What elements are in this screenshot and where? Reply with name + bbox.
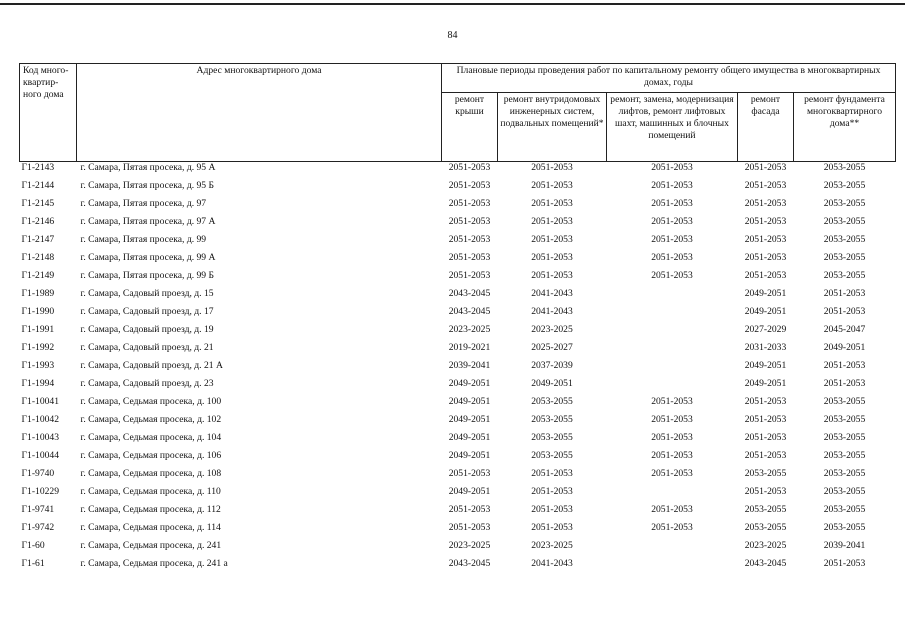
cell-roof: 2051-2053: [448, 270, 491, 281]
cell-roof: 2043-2045: [448, 558, 491, 569]
cell-roof: 2051-2053: [448, 468, 491, 479]
cell-facade: 2051-2053: [744, 414, 787, 425]
cell-engineering: 2051-2053: [531, 216, 573, 227]
cell-roof: 2051-2053: [448, 234, 491, 245]
cell-facade: 2031-2033: [744, 342, 787, 353]
cell-roof: 2043-2045: [448, 288, 491, 299]
cell-lifts: 2051-2053: [651, 216, 693, 227]
table-row: [20, 414, 896, 432]
cell-foundation: 2053-2055: [823, 270, 866, 281]
cell-lifts: [607, 306, 738, 324]
table-row: [20, 450, 896, 468]
page-number: 84: [447, 30, 458, 41]
cell-engineering: 2051-2053: [531, 486, 573, 497]
cell-foundation: 2045-2047: [823, 324, 866, 335]
table-row: [20, 342, 896, 360]
cell-roof: 2039-2041: [448, 360, 491, 371]
table-row: [20, 234, 896, 252]
cell-address: г. Самара, Седьмая просека, д. 100: [80, 396, 222, 407]
cell-facade: 2051-2053: [744, 450, 787, 461]
table-row: [20, 180, 896, 198]
cell-address: г. Самара, Садовый проезд, д. 23: [80, 378, 214, 389]
cell-address: г. Самара, Садовый проезд, д. 19: [80, 324, 214, 335]
cell-facade: 2053-2055: [744, 522, 787, 533]
header-code: Код много-квартир-ного дома: [20, 64, 77, 162]
header-periods: Плановые периоды проведения работ по капитальному ремонту общего имущества в многоквартирных домах, годы: [442, 64, 896, 93]
table-row: [20, 162, 896, 181]
cell-engineering: 2051-2053: [531, 270, 573, 281]
cell-foundation: 2051-2053: [823, 360, 866, 371]
cell-code: Г1-2148: [21, 252, 55, 263]
cell-lifts: 2051-2053: [651, 234, 693, 245]
cell-facade: 2051-2053: [744, 216, 787, 227]
cell-lifts: [607, 360, 738, 378]
cell-foundation: 2053-2055: [823, 468, 866, 479]
cell-facade: 2049-2051: [744, 306, 787, 317]
cell-roof: 2043-2045: [448, 306, 491, 317]
cell-facade: 2051-2053: [744, 252, 787, 263]
cell-foundation: 2051-2053: [823, 558, 866, 569]
cell-address: г. Самара, Пятая просека, д. 99: [80, 234, 207, 245]
cell-engineering: 2053-2055: [531, 432, 573, 443]
table-row: [20, 558, 896, 576]
cell-lifts: [607, 486, 738, 504]
cell-lifts: [607, 342, 738, 360]
cell-lifts: [607, 288, 738, 306]
cell-roof: 2049-2051: [448, 378, 491, 389]
cell-address: г. Самара, Седьмая просека, д. 108: [80, 468, 222, 479]
cell-roof: 2049-2051: [448, 432, 491, 443]
top-rule: [0, 3, 905, 5]
cell-engineering: 2053-2055: [531, 396, 573, 407]
cell-foundation: 2049-2051: [823, 342, 866, 353]
cell-lifts: 2051-2053: [651, 396, 693, 407]
cell-address: г. Самара, Пятая просека, д. 95 Б: [80, 180, 214, 191]
cell-engineering: 2037-2039: [531, 360, 573, 371]
cell-engineering: 2023-2025: [531, 324, 573, 335]
cell-foundation: 2051-2053: [823, 306, 866, 317]
cell-engineering: 2041-2043: [531, 288, 573, 299]
cell-address: г. Самара, Садовый проезд, д. 21 А: [80, 360, 223, 371]
cell-address: г. Самара, Пятая просека, д. 95 А: [80, 162, 216, 173]
cell-facade: 2051-2053: [744, 396, 787, 407]
table-row: [20, 378, 896, 396]
cell-address: г. Самара, Седьмая просека, д. 114: [80, 522, 221, 533]
cell-foundation: 2053-2055: [823, 486, 866, 497]
table-row: [20, 360, 896, 378]
cell-engineering: 2041-2043: [531, 306, 573, 317]
cell-lifts: 2051-2053: [651, 270, 693, 281]
cell-facade: 2051-2053: [744, 486, 787, 497]
cell-foundation: 2039-2041: [823, 540, 866, 551]
cell-code: Г1-1993: [21, 360, 55, 371]
cell-engineering: 2051-2053: [531, 504, 573, 515]
cell-engineering: 2051-2053: [531, 468, 573, 479]
cell-address: г. Самара, Садовый проезд, д. 17: [80, 306, 214, 317]
cell-code: Г1-1990: [21, 306, 55, 317]
cell-lifts: [607, 324, 738, 342]
cell-engineering: 2053-2055: [531, 450, 573, 461]
cell-facade: 2051-2053: [744, 432, 787, 443]
cell-lifts: 2051-2053: [651, 252, 693, 263]
cell-roof: 2051-2053: [448, 522, 491, 533]
cell-lifts: [607, 558, 738, 576]
cell-foundation: 2053-2055: [823, 234, 866, 245]
cell-lifts: 2051-2053: [651, 468, 693, 479]
cell-address: г. Самара, Седьмая просека, д. 110: [80, 486, 221, 497]
cell-address: г. Самара, Седьмая просека, д. 104: [80, 432, 222, 443]
cell-lifts: 2051-2053: [651, 414, 693, 425]
cell-engineering: 2051-2053: [531, 180, 573, 191]
cell-code: Г1-10229: [21, 486, 60, 497]
cell-roof: 2049-2051: [448, 414, 491, 425]
cell-address: г. Самара, Седьмая просека, д. 241 а: [80, 558, 228, 569]
cell-lifts: 2051-2053: [651, 198, 693, 209]
table-row: [20, 270, 896, 288]
cell-facade: 2053-2055: [744, 468, 787, 479]
header-engineering: ремонт внутридомовых инженерных систем, подвальных помещений*: [498, 93, 607, 162]
header-roof: ремонт крыши: [442, 93, 498, 162]
cell-roof: 2049-2051: [448, 450, 491, 461]
cell-lifts: [607, 378, 738, 396]
cell-engineering: 2051-2053: [531, 234, 573, 245]
cell-roof: 2023-2025: [448, 540, 491, 551]
cell-roof: 2051-2053: [448, 252, 491, 263]
cell-engineering: 2023-2025: [531, 540, 573, 551]
cell-foundation: 2051-2053: [823, 288, 866, 299]
cell-lifts: 2051-2053: [651, 432, 693, 443]
table-row: [20, 198, 896, 216]
cell-code: Г1-9740: [21, 468, 55, 479]
cell-roof: 2023-2025: [448, 324, 491, 335]
header-foundation: ремонт фундамента многоквартирного дома**: [794, 93, 896, 162]
cell-lifts: 2051-2053: [651, 504, 693, 515]
cell-facade: 2051-2053: [744, 198, 787, 209]
cell-facade: 2053-2055: [744, 504, 787, 515]
cell-engineering: 2051-2053: [531, 522, 573, 533]
cell-code: Г1-9741: [21, 504, 55, 515]
cell-facade: 2051-2053: [744, 180, 787, 191]
cell-foundation: 2053-2055: [823, 522, 866, 533]
cell-facade: 2049-2051: [744, 288, 787, 299]
cell-facade: 2051-2053: [744, 270, 787, 281]
table-header: [20, 64, 896, 162]
cell-facade: 2051-2053: [744, 162, 787, 173]
cell-foundation: 2053-2055: [823, 180, 866, 191]
cell-code: Г1-2146: [21, 216, 55, 227]
cell-code: Г1-1992: [21, 342, 55, 353]
cell-roof: 2051-2053: [448, 198, 491, 209]
table-row: [20, 540, 896, 558]
cell-code: Г1-10044: [21, 450, 60, 461]
cell-address: г. Самара, Седьмая просека, д. 106: [80, 450, 222, 461]
cell-address: г. Самара, Пятая просека, д. 99 А: [80, 252, 216, 263]
table-row: [20, 252, 896, 270]
cell-lifts: 2051-2053: [651, 180, 693, 191]
cell-foundation: 2053-2055: [823, 414, 866, 425]
cell-engineering: 2041-2043: [531, 558, 573, 569]
table-row: [20, 288, 896, 306]
cell-code: Г1-61: [21, 558, 45, 569]
cell-code: Г1-2143: [21, 162, 55, 173]
cell-roof: 2051-2053: [448, 180, 491, 191]
cell-lifts: 2051-2053: [651, 450, 693, 461]
cell-facade: 2051-2053: [744, 234, 787, 245]
cell-roof: 2019-2021: [448, 342, 491, 353]
table-row: [20, 468, 896, 486]
cell-address: г. Самара, Пятая просека, д. 99 Б: [80, 270, 214, 281]
cell-engineering: 2053-2055: [531, 414, 573, 425]
cell-foundation: 2051-2053: [823, 378, 866, 389]
table-row: [20, 432, 896, 450]
cell-code: Г1-2144: [21, 180, 55, 191]
cell-foundation: 2053-2055: [823, 432, 866, 443]
cell-foundation: 2053-2055: [823, 198, 866, 209]
cell-facade: 2023-2025: [744, 540, 787, 551]
cell-address: г. Самара, Садовый проезд, д. 21: [80, 342, 214, 353]
cell-facade: 2027-2029: [744, 324, 787, 335]
cell-foundation: 2053-2055: [823, 396, 866, 407]
cell-roof: 2051-2053: [448, 504, 491, 515]
header-address: Адрес многоквартирного дома: [77, 64, 442, 162]
cell-code: Г1-10041: [21, 396, 60, 407]
cell-engineering: 2051-2053: [531, 198, 573, 209]
cell-facade: 2049-2051: [744, 360, 787, 371]
cell-address: г. Самара, Пятая просека, д. 97: [80, 198, 207, 209]
cell-foundation: 2053-2055: [823, 252, 866, 263]
cell-address: г. Самара, Пятая просека, д. 97 А: [80, 216, 216, 227]
table-row: [20, 324, 896, 342]
cell-address: г. Самара, Седьмая просека, д. 241: [80, 540, 222, 551]
table-row: [20, 216, 896, 234]
cell-engineering: 2025-2027: [531, 342, 573, 353]
table-row: [20, 504, 896, 522]
cell-foundation: 2053-2055: [823, 504, 866, 515]
cell-code: Г1-60: [21, 540, 45, 551]
header-lifts: ремонт, замена, модернизация лифтов, ремонт лифтовых шахт, машинных и блочных помещений: [607, 93, 738, 162]
header-facade: ремонт фасада: [738, 93, 794, 162]
cell-roof: 2049-2051: [448, 486, 491, 497]
cell-roof: 2051-2053: [448, 162, 491, 173]
cell-roof: 2049-2051: [448, 396, 491, 407]
cell-foundation: 2053-2055: [823, 216, 866, 227]
cell-lifts: 2051-2053: [651, 522, 693, 533]
cell-facade: 2043-2045: [744, 558, 787, 569]
cell-code: Г1-2149: [21, 270, 55, 281]
table-row: [20, 306, 896, 324]
cell-lifts: 2051-2053: [651, 162, 693, 173]
table-row: [20, 396, 896, 414]
cell-code: Г1-1989: [21, 288, 55, 299]
cell-code: Г1-10043: [21, 432, 60, 443]
cell-foundation: 2053-2055: [823, 162, 866, 173]
cell-engineering: 2049-2051: [531, 378, 573, 389]
cell-lifts: [607, 540, 738, 558]
table-row: [20, 486, 896, 504]
cell-code: Г1-9742: [21, 522, 55, 533]
cell-facade: 2049-2051: [744, 378, 787, 389]
cell-code: Г1-1994: [21, 378, 55, 389]
cell-code: Г1-2147: [21, 234, 55, 245]
repair-schedule-table: [19, 63, 896, 576]
cell-address: г. Самара, Садовый проезд, д. 15: [80, 288, 214, 299]
cell-foundation: 2053-2055: [823, 450, 866, 461]
table-row: [20, 522, 896, 540]
cell-address: г. Самара, Седьмая просека, д. 102: [80, 414, 222, 425]
cell-address: г. Самара, Седьмая просека, д. 112: [80, 504, 221, 515]
table-body: [20, 162, 896, 577]
cell-engineering: 2051-2053: [531, 162, 573, 173]
cell-engineering: 2051-2053: [531, 252, 573, 263]
cell-code: Г1-2145: [21, 198, 55, 209]
cell-roof: 2051-2053: [448, 216, 491, 227]
cell-code: Г1-10042: [21, 414, 60, 425]
cell-code: Г1-1991: [21, 324, 55, 335]
